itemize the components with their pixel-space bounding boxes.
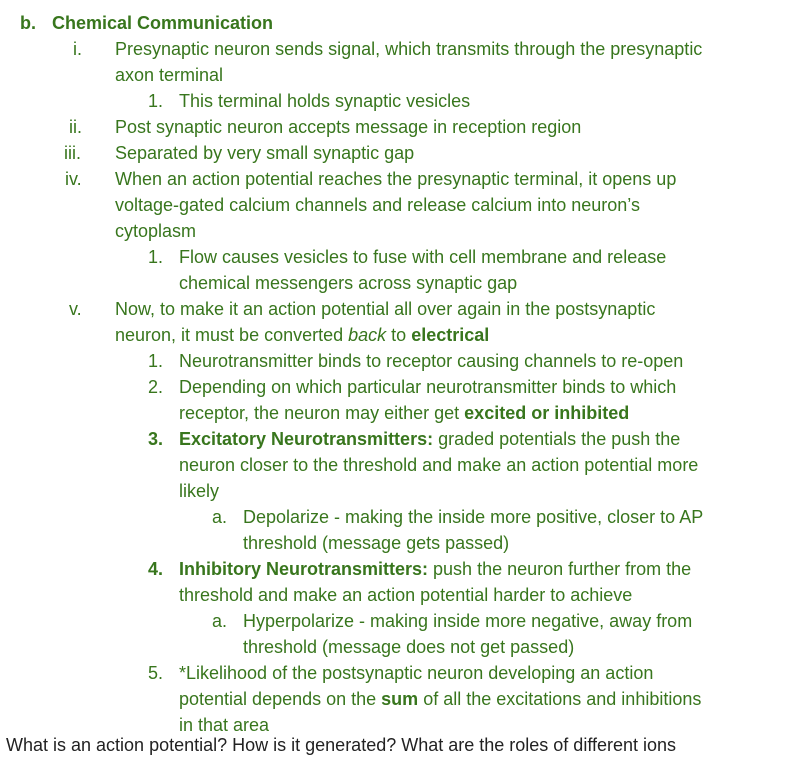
list-marker: 2. [148, 377, 164, 397]
list-item-text: threshold (message gets passed) [243, 533, 510, 553]
term-inhibitory: Inhibitory Neurotransmitters: [179, 559, 429, 579]
list-marker: iv. [65, 169, 82, 189]
list-marker: ii. [69, 117, 82, 137]
cutoff-text: What is an action potential? How is it generated? What are the roles of different ions [6, 735, 677, 755]
heading-title: Chemical Communication [52, 13, 274, 33]
list-marker: 5. [148, 663, 164, 683]
list-item-text: cytoplasm [115, 221, 197, 241]
list-marker: iii. [64, 143, 81, 163]
list-marker: a. [212, 507, 228, 527]
list-item-text: Flow causes vesicles to fuse with cell membrane and release [179, 247, 667, 267]
list-item-text: Depending on which particular neurotransmitter binds to which [179, 377, 677, 397]
list-item-text: threshold and make an action potential harder to achieve [179, 585, 633, 605]
list-marker: 4. [148, 559, 164, 579]
emphasis-back: back [348, 325, 387, 345]
list-marker: a. [212, 611, 228, 631]
list-item-text: Hyperpolarize - making inside more negative, away from [243, 611, 693, 631]
list-marker: 1. [148, 351, 164, 371]
list-item-text: Inhibitory Neurotransmitters: push the neuron further from the [179, 559, 692, 579]
list-item-text: Depolarize - making the inside more positive, closer to AP [243, 507, 704, 527]
list-item-text: Neurotransmitter binds to receptor causing channels to re-open [179, 351, 684, 371]
list-item-text: chemical messengers across synaptic gap [179, 273, 518, 293]
emphasis-excited-or-inhibited: excited or inhibited [464, 403, 630, 423]
heading-marker: b. [20, 13, 36, 33]
list-marker: 1. [148, 247, 164, 267]
list-marker: v. [69, 299, 82, 319]
list-item-text: Separated by very small synaptic gap [115, 143, 415, 163]
list-item-text: likely [179, 481, 220, 501]
list-item-text: receptor, the neuron may either get excited or inhibited [179, 403, 630, 423]
list-item-text: Presynaptic neuron sends signal, which transmits through the presynaptic [115, 39, 703, 59]
list-item-text: neuron, it must be converted back to electrical [115, 325, 490, 345]
list-item-text: Now, to make it an action potential all over again in the postsynaptic [115, 299, 656, 319]
list-marker: i. [73, 39, 82, 59]
list-item-text: in that area [179, 715, 270, 735]
list-item-text: neuron closer to the threshold and make an action potential more [179, 455, 699, 475]
list-marker: 1. [148, 91, 164, 111]
cutoff-line [0, 729, 786, 755]
list-item-text: threshold (message does not get passed) [243, 637, 575, 657]
list-item-text: When an action potential reaches the presynaptic terminal, it opens up [115, 169, 677, 189]
list-item-text: *Likelihood of the postsynaptic neuron developing an action [179, 663, 654, 683]
list-marker: 3. [148, 429, 164, 449]
list-item-text: Excitatory Neurotransmitters: graded potentials the push the [179, 429, 681, 449]
list-item-text: potential depends on the sum of all the excitations and inhibitions [179, 689, 702, 709]
list-item-text: This terminal holds synaptic vesicles [179, 91, 471, 111]
emphasis-electrical: electrical [411, 325, 490, 345]
emphasis-sum: sum [381, 689, 419, 709]
list-item-text: voltage-gated calcium channels and release calcium into neuron’s [115, 195, 640, 215]
term-excitatory: Excitatory Neurotransmitters: [179, 429, 434, 449]
list-item-text: axon terminal [115, 65, 224, 85]
list-item-text: Post synaptic neuron accepts message in reception region [115, 117, 582, 137]
